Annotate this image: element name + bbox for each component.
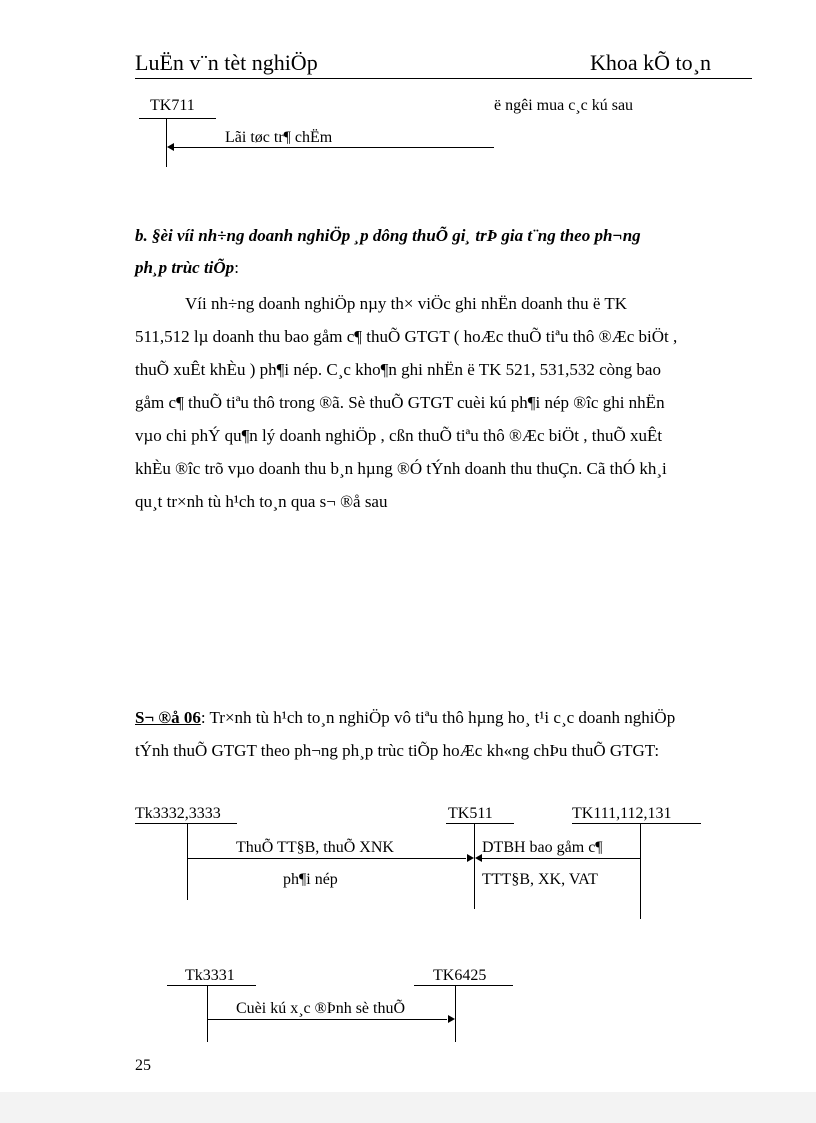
diagram1-note: ë ngêi mua c¸c kú sau bbox=[494, 97, 634, 114]
paragraph-line: khÈu ®îc trõ vµo doanh thu b¸n hµng ®Ó tÝnh doanh thu thuÇn. Cã thÓ kh¸i bbox=[135, 459, 667, 478]
header-right-title: Khoa kÕ to¸n bbox=[590, 50, 711, 75]
body-paragraph bbox=[135, 287, 750, 518]
diagram2-account-tk3332: Tk3332,3333 bbox=[135, 805, 221, 822]
diagram2-account-tk111-rule bbox=[572, 823, 701, 824]
paragraph-line: thuÕ xuÊt khÈu ) ph¶i nép. C¸c kho¶n ghi nhËn ë TK 521, 531,532 còng bao bbox=[135, 360, 661, 379]
diagram1-account-rule bbox=[139, 118, 216, 119]
section-b-heading-line2 bbox=[135, 258, 239, 278]
diagram3-arrow-line bbox=[208, 1019, 447, 1020]
header-rule bbox=[135, 78, 752, 79]
page-number: 25 bbox=[135, 1057, 151, 1074]
diagram2-account-tk111: TK111,112,131 bbox=[572, 805, 672, 822]
paragraph-line: vµo chi phÝ qu¶n lý doanh nghiÖp , cßn thuÕ tiªu thô ®Æc biÖt , thuÕ xuÊt bbox=[135, 426, 663, 445]
diagram2-left-arrow-line bbox=[188, 858, 466, 859]
diagram3-account-tk3331: Tk3331 bbox=[185, 967, 235, 984]
diagram1-arrow-line bbox=[170, 147, 494, 148]
diagram3-account-tk3331-rule bbox=[167, 985, 256, 986]
diagram2-line-tk511 bbox=[474, 823, 475, 909]
diagram-caption-text: : Tr×nh tù h¹ch to¸n nghiÖp vô tiªu thô hµng ho¸ t¹i c¸c doanh nghiÖp bbox=[200, 708, 676, 727]
diagram1-account-tk711: TK711 bbox=[150, 97, 195, 114]
diagram3-arrow-head bbox=[448, 1015, 455, 1023]
section-b-heading-colon: : bbox=[234, 258, 239, 277]
paragraph-line: gåm c¶ thuÕ tiªu thô trong ®ã. Sè thuÕ GTGT cuèi kú ph¶i nép ®îc ghi nhËn bbox=[135, 393, 665, 412]
diagram-caption-label: S¬ ®å 06 bbox=[135, 708, 201, 727]
section-b-heading-line1: b. §èi víi nh÷ng doanh nghiÖp ¸p dông thuÕ gi¸ trÞ gia t¨ng theo ph¬ng bbox=[135, 226, 641, 245]
diagram2-right-label2: TTT§B, XK, VAT bbox=[482, 871, 598, 888]
diagram2-right-arrow-line bbox=[482, 858, 640, 859]
diagram1-arrow-head bbox=[167, 143, 174, 151]
diagram3-arrow-label: Cuèi kú x¸c ®Þnh sè thuÕ bbox=[236, 1000, 406, 1017]
diagram2-line-tk3332 bbox=[187, 823, 188, 900]
diagram2-left-label2: ph¶i nép bbox=[283, 871, 338, 888]
diagram2-right-label1: DTBH bao gåm c¶ bbox=[482, 839, 603, 856]
diagram2-right-arrow-head bbox=[475, 854, 482, 862]
diagram3-line-tk3331 bbox=[207, 985, 208, 1042]
diagram-caption-line2: tÝnh thuÕ GTGT theo ph¬ng ph¸p trùc tiÕp hoÆc kh«ng chÞu thuÕ GTGT: bbox=[135, 741, 660, 760]
diagram3-account-tk6425-rule bbox=[414, 985, 513, 986]
section-b-heading-text: ph¸p trùc tiÕp bbox=[135, 258, 235, 277]
diagram2-line-tk111 bbox=[640, 823, 641, 919]
diagram3-account-tk6425: TK6425 bbox=[433, 967, 487, 984]
diagram2-account-tk3332-rule bbox=[135, 823, 237, 824]
diagram1-arrow-label: Lãi tøc tr¶ chËm bbox=[225, 129, 333, 146]
diagram2-account-tk511: TK511 bbox=[448, 805, 493, 822]
diagram2-account-tk511-rule bbox=[446, 823, 514, 824]
header-left-title: LuËn v¨n tèt nghiÖp bbox=[135, 50, 318, 75]
paragraph-line: qu¸t tr×nh tù h¹ch to¸n qua s¬ ®å sau bbox=[135, 492, 388, 511]
diagram2-left-arrow-head bbox=[467, 854, 474, 862]
diagram3-line-tk6425 bbox=[455, 985, 456, 1042]
paragraph-line: 511,512 lµ doanh thu bao gåm c¶ thuÕ GTGT ( hoÆc thuÕ tiªu thô ®Æc biÖt , bbox=[135, 327, 678, 346]
diagram-caption-line1 bbox=[135, 708, 675, 728]
diagram2-left-label1: ThuÕ TT§B, thuÕ XNK bbox=[236, 839, 394, 856]
paragraph-line: Víi nh÷ng doanh nghiÖp nµy th× viÖc ghi nhËn doanh thu ë TK bbox=[185, 294, 628, 313]
page-bottom-band bbox=[0, 1092, 816, 1123]
